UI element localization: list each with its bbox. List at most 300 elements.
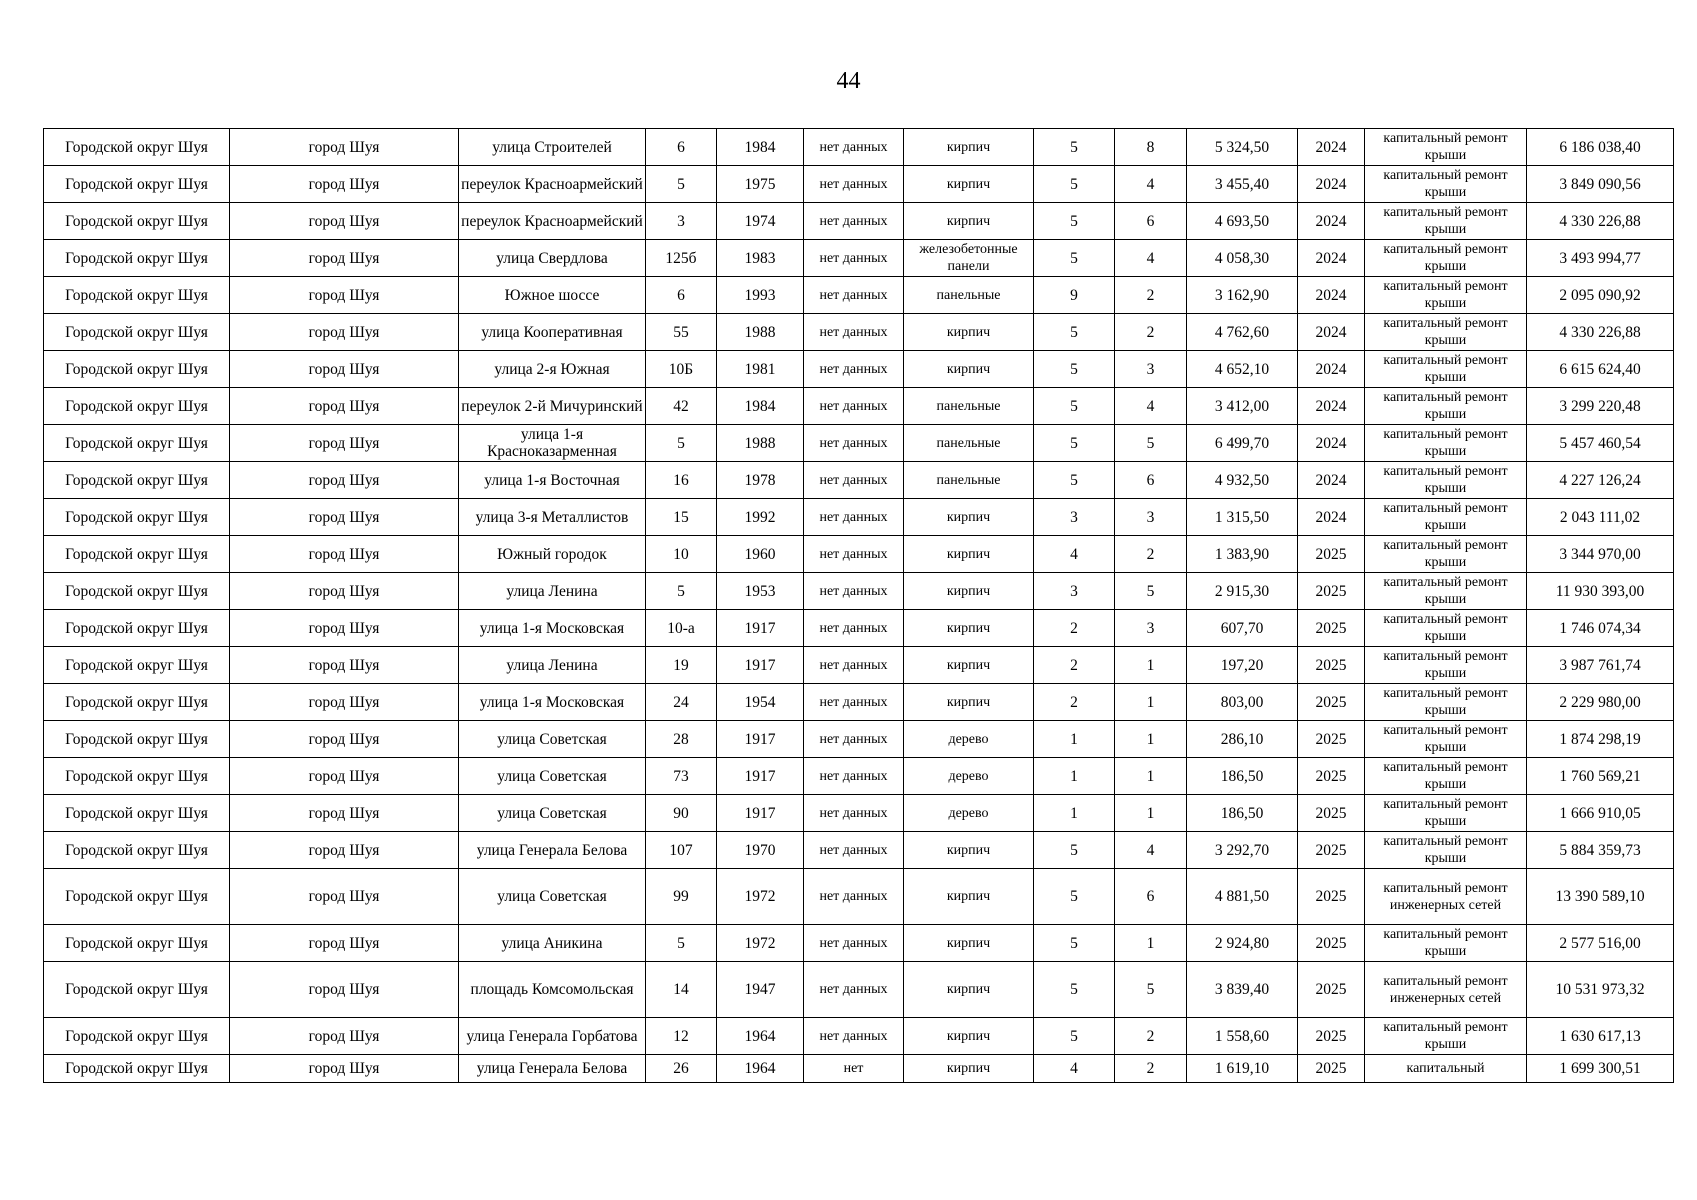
cell-entrances: 6 [1115, 203, 1187, 240]
cell-planned-year: 2025 [1298, 721, 1365, 758]
cell-street: улица 1-я Московская [459, 610, 646, 647]
cell-floors: 5 [1034, 351, 1115, 388]
cell-settlement: город Шуя [230, 240, 459, 277]
cell-street: улица Советская [459, 869, 646, 925]
cell-cost: 2 095 090,92 [1527, 277, 1674, 314]
cell-work-type: капитальный ремонт крыши [1365, 314, 1527, 351]
cell-municipality: Городской округ Шуя [44, 351, 230, 388]
cell-floors: 5 [1034, 166, 1115, 203]
cell-municipality: Городской округ Шуя [44, 721, 230, 758]
cell-settlement: город Шуя [230, 425, 459, 462]
cell-total-area: 4 058,30 [1187, 240, 1298, 277]
cell-settlement: город Шуя [230, 869, 459, 925]
cell-commissioning-year: нет данных [804, 832, 904, 869]
cell-entrances: 1 [1115, 795, 1187, 832]
cell-house-number: 90 [646, 795, 717, 832]
cell-work-type: капитальный ремонт крыши [1365, 925, 1527, 962]
cell-wall-material: кирпич [904, 962, 1034, 1018]
cell-build-year: 1954 [717, 684, 804, 721]
cell-street: переулок 2-й Мичуринский [459, 388, 646, 425]
cell-wall-material: панельные [904, 462, 1034, 499]
cell-build-year: 1974 [717, 203, 804, 240]
cell-settlement: город Шуя [230, 758, 459, 795]
cell-total-area: 2 915,30 [1187, 573, 1298, 610]
cell-cost: 3 987 761,74 [1527, 647, 1674, 684]
cell-house-number: 10-а [646, 610, 717, 647]
cell-commissioning-year: нет данных [804, 462, 904, 499]
cell-commissioning-year: нет данных [804, 314, 904, 351]
cell-total-area: 1 315,50 [1187, 499, 1298, 536]
cell-entrances: 2 [1115, 277, 1187, 314]
cell-work-type: капитальный [1365, 1055, 1527, 1083]
cell-municipality: Городской округ Шуя [44, 277, 230, 314]
cell-commissioning-year: нет данных [804, 166, 904, 203]
table-row [44, 925, 1674, 962]
cell-commissioning-year: нет данных [804, 536, 904, 573]
cell-municipality: Городской округ Шуя [44, 462, 230, 499]
cell-cost: 1 746 074,34 [1527, 610, 1674, 647]
cell-build-year: 1988 [717, 425, 804, 462]
cell-planned-year: 2024 [1298, 240, 1365, 277]
cell-entrances: 4 [1115, 832, 1187, 869]
cell-build-year: 1917 [717, 610, 804, 647]
cell-street: улица Генерала Белова [459, 832, 646, 869]
cell-build-year: 1978 [717, 462, 804, 499]
table-row [44, 351, 1674, 388]
cell-planned-year: 2025 [1298, 536, 1365, 573]
cell-street: площадь Комсомольская [459, 962, 646, 1018]
cell-planned-year: 2024 [1298, 351, 1365, 388]
cell-street: улица Свердлова [459, 240, 646, 277]
cell-total-area: 803,00 [1187, 684, 1298, 721]
cell-street: улица Советская [459, 758, 646, 795]
cell-municipality: Городской округ Шуя [44, 1018, 230, 1055]
cell-cost: 13 390 589,10 [1527, 869, 1674, 925]
cell-commissioning-year: нет данных [804, 869, 904, 925]
cell-street: улица Генерала Горбатова [459, 1018, 646, 1055]
cell-floors: 5 [1034, 1018, 1115, 1055]
table-row [44, 1055, 1674, 1083]
cell-work-type: капитальный ремонт крыши [1365, 795, 1527, 832]
cell-municipality: Городской округ Шуя [44, 240, 230, 277]
cell-work-type: капитальный ремонт инженерных сетей [1365, 869, 1527, 925]
cell-house-number: 5 [646, 573, 717, 610]
cell-total-area: 5 324,50 [1187, 129, 1298, 166]
cell-street: улица Генерала Белова [459, 1055, 646, 1083]
cell-municipality: Городской округ Шуя [44, 758, 230, 795]
cell-settlement: город Шуя [230, 351, 459, 388]
cell-entrances: 4 [1115, 166, 1187, 203]
cell-wall-material: кирпич [904, 925, 1034, 962]
cell-total-area: 1 383,90 [1187, 536, 1298, 573]
cell-work-type: капитальный ремонт крыши [1365, 388, 1527, 425]
cell-work-type: капитальный ремонт крыши [1365, 240, 1527, 277]
cell-total-area: 197,20 [1187, 647, 1298, 684]
cell-total-area: 4 762,60 [1187, 314, 1298, 351]
cell-house-number: 107 [646, 832, 717, 869]
cell-planned-year: 2025 [1298, 869, 1365, 925]
cell-planned-year: 2024 [1298, 166, 1365, 203]
cell-build-year: 1984 [717, 129, 804, 166]
cell-planned-year: 2025 [1298, 795, 1365, 832]
table-row [44, 129, 1674, 166]
cell-commissioning-year: нет данных [804, 240, 904, 277]
cell-street: улица 2-я Южная [459, 351, 646, 388]
cell-commissioning-year: нет данных [804, 388, 904, 425]
cell-floors: 4 [1034, 536, 1115, 573]
cell-work-type: капитальный ремонт крыши [1365, 758, 1527, 795]
cell-total-area: 2 924,80 [1187, 925, 1298, 962]
table-body [44, 129, 1674, 1083]
cell-municipality: Городской округ Шуя [44, 925, 230, 962]
cell-floors: 5 [1034, 832, 1115, 869]
cell-settlement: город Шуя [230, 573, 459, 610]
housing-registry-table [43, 128, 1674, 1083]
cell-entrances: 2 [1115, 1018, 1187, 1055]
cell-house-number: 10 [646, 536, 717, 573]
cell-build-year: 1953 [717, 573, 804, 610]
cell-work-type: капитальный ремонт крыши [1365, 647, 1527, 684]
cell-settlement: город Шуя [230, 1018, 459, 1055]
cell-municipality: Городской округ Шуя [44, 832, 230, 869]
cell-house-number: 42 [646, 388, 717, 425]
table-row [44, 203, 1674, 240]
cell-work-type: капитальный ремонт крыши [1365, 1018, 1527, 1055]
cell-cost: 3 299 220,48 [1527, 388, 1674, 425]
cell-cost: 1 760 569,21 [1527, 758, 1674, 795]
table-row [44, 314, 1674, 351]
cell-settlement: город Шуя [230, 277, 459, 314]
cell-wall-material: кирпич [904, 573, 1034, 610]
cell-house-number: 6 [646, 129, 717, 166]
cell-floors: 9 [1034, 277, 1115, 314]
cell-planned-year: 2025 [1298, 573, 1365, 610]
cell-commissioning-year: нет данных [804, 758, 904, 795]
cell-entrances: 4 [1115, 388, 1187, 425]
cell-street: улица 1-я Красноказарменная [459, 425, 646, 462]
cell-work-type: капитальный ремонт крыши [1365, 203, 1527, 240]
cell-street: улица 1-я Московская [459, 684, 646, 721]
cell-cost: 10 531 973,32 [1527, 962, 1674, 1018]
cell-cost: 2 229 980,00 [1527, 684, 1674, 721]
table-row [44, 277, 1674, 314]
cell-wall-material: кирпич [904, 684, 1034, 721]
cell-cost: 4 330 226,88 [1527, 314, 1674, 351]
cell-commissioning-year: нет данных [804, 277, 904, 314]
cell-build-year: 1917 [717, 721, 804, 758]
cell-wall-material: панельные [904, 425, 1034, 462]
cell-wall-material: кирпич [904, 129, 1034, 166]
cell-floors: 3 [1034, 499, 1115, 536]
cell-total-area: 3 162,90 [1187, 277, 1298, 314]
cell-build-year: 1988 [717, 314, 804, 351]
cell-settlement: город Шуя [230, 166, 459, 203]
cell-house-number: 6 [646, 277, 717, 314]
cell-settlement: город Шуя [230, 684, 459, 721]
cell-entrances: 8 [1115, 129, 1187, 166]
cell-street: улица 3-я Металлистов [459, 499, 646, 536]
cell-cost: 5 457 460,54 [1527, 425, 1674, 462]
cell-house-number: 15 [646, 499, 717, 536]
cell-total-area: 1 558,60 [1187, 1018, 1298, 1055]
cell-cost: 4 330 226,88 [1527, 203, 1674, 240]
cell-floors: 2 [1034, 684, 1115, 721]
cell-floors: 5 [1034, 869, 1115, 925]
cell-entrances: 2 [1115, 1055, 1187, 1083]
cell-build-year: 1981 [717, 351, 804, 388]
table-row [44, 388, 1674, 425]
cell-wall-material: кирпич [904, 647, 1034, 684]
cell-house-number: 28 [646, 721, 717, 758]
cell-entrances: 1 [1115, 647, 1187, 684]
cell-commissioning-year: нет данных [804, 962, 904, 1018]
cell-total-area: 186,50 [1187, 758, 1298, 795]
cell-floors: 5 [1034, 462, 1115, 499]
cell-settlement: город Шуя [230, 129, 459, 166]
cell-cost: 3 849 090,56 [1527, 166, 1674, 203]
cell-floors: 1 [1034, 795, 1115, 832]
cell-floors: 5 [1034, 129, 1115, 166]
cell-work-type: капитальный ремонт крыши [1365, 610, 1527, 647]
cell-total-area: 4 881,50 [1187, 869, 1298, 925]
cell-settlement: город Шуя [230, 962, 459, 1018]
cell-commissioning-year: нет данных [804, 129, 904, 166]
cell-settlement: город Шуя [230, 1055, 459, 1083]
cell-cost: 3 493 994,77 [1527, 240, 1674, 277]
cell-cost: 5 884 359,73 [1527, 832, 1674, 869]
cell-planned-year: 2025 [1298, 684, 1365, 721]
cell-entrances: 1 [1115, 925, 1187, 962]
cell-house-number: 26 [646, 1055, 717, 1083]
cell-commissioning-year: нет данных [804, 721, 904, 758]
cell-house-number: 10Б [646, 351, 717, 388]
cell-build-year: 1983 [717, 240, 804, 277]
cell-commissioning-year: нет [804, 1055, 904, 1083]
cell-floors: 1 [1034, 721, 1115, 758]
cell-settlement: город Шуя [230, 795, 459, 832]
cell-floors: 1 [1034, 758, 1115, 795]
cell-settlement: город Шуя [230, 462, 459, 499]
cell-commissioning-year: нет данных [804, 499, 904, 536]
cell-wall-material: дерево [904, 721, 1034, 758]
cell-cost: 6 615 624,40 [1527, 351, 1674, 388]
cell-work-type: капитальный ремонт инженерных сетей [1365, 962, 1527, 1018]
cell-house-number: 14 [646, 962, 717, 1018]
cell-house-number: 99 [646, 869, 717, 925]
cell-wall-material: кирпич [904, 832, 1034, 869]
cell-entrances: 3 [1115, 351, 1187, 388]
cell-municipality: Городской округ Шуя [44, 962, 230, 1018]
table-row [44, 536, 1674, 573]
cell-wall-material: кирпич [904, 1055, 1034, 1083]
cell-cost: 2 043 111,02 [1527, 499, 1674, 536]
cell-planned-year: 2024 [1298, 129, 1365, 166]
cell-floors: 5 [1034, 425, 1115, 462]
cell-municipality: Городской округ Шуя [44, 647, 230, 684]
cell-total-area: 3 292,70 [1187, 832, 1298, 869]
cell-build-year: 1947 [717, 962, 804, 1018]
cell-build-year: 1917 [717, 647, 804, 684]
cell-municipality: Городской округ Шуя [44, 314, 230, 351]
cell-entrances: 2 [1115, 314, 1187, 351]
cell-build-year: 1975 [717, 166, 804, 203]
cell-settlement: город Шуя [230, 203, 459, 240]
cell-municipality: Городской округ Шуя [44, 499, 230, 536]
cell-build-year: 1972 [717, 925, 804, 962]
cell-settlement: город Шуя [230, 388, 459, 425]
cell-floors: 3 [1034, 573, 1115, 610]
cell-street: улица 1-я Восточная [459, 462, 646, 499]
cell-wall-material: кирпич [904, 610, 1034, 647]
cell-floors: 2 [1034, 610, 1115, 647]
cell-commissioning-year: нет данных [804, 425, 904, 462]
cell-entrances: 3 [1115, 610, 1187, 647]
table-row [44, 869, 1674, 925]
cell-wall-material: железобетонные панели [904, 240, 1034, 277]
cell-wall-material: панельные [904, 388, 1034, 425]
cell-floors: 5 [1034, 962, 1115, 1018]
cell-cost: 4 227 126,24 [1527, 462, 1674, 499]
cell-street: Южное шоссе [459, 277, 646, 314]
cell-street: Южный городок [459, 536, 646, 573]
cell-cost: 6 186 038,40 [1527, 129, 1674, 166]
cell-work-type: капитальный ремонт крыши [1365, 684, 1527, 721]
cell-commissioning-year: нет данных [804, 925, 904, 962]
cell-build-year: 1970 [717, 832, 804, 869]
cell-work-type: капитальный ремонт крыши [1365, 499, 1527, 536]
cell-commissioning-year: нет данных [804, 203, 904, 240]
cell-wall-material: кирпич [904, 536, 1034, 573]
cell-wall-material: панельные [904, 277, 1034, 314]
cell-municipality: Городской округ Шуя [44, 166, 230, 203]
cell-street: переулок Красноармейский [459, 203, 646, 240]
cell-municipality: Городской округ Шуя [44, 684, 230, 721]
cell-wall-material: кирпич [904, 499, 1034, 536]
cell-entrances: 6 [1115, 462, 1187, 499]
table-row [44, 795, 1674, 832]
cell-total-area: 607,70 [1187, 610, 1298, 647]
cell-house-number: 24 [646, 684, 717, 721]
cell-entrances: 3 [1115, 499, 1187, 536]
cell-municipality: Городской округ Шуя [44, 203, 230, 240]
cell-street: переулок Красноармейский [459, 166, 646, 203]
cell-settlement: город Шуя [230, 610, 459, 647]
cell-wall-material: кирпич [904, 203, 1034, 240]
cell-entrances: 1 [1115, 721, 1187, 758]
cell-wall-material: кирпич [904, 869, 1034, 925]
cell-entrances: 5 [1115, 425, 1187, 462]
cell-planned-year: 2025 [1298, 610, 1365, 647]
cell-work-type: капитальный ремонт крыши [1365, 462, 1527, 499]
table-row [44, 240, 1674, 277]
cell-floors: 5 [1034, 203, 1115, 240]
cell-cost: 1 874 298,19 [1527, 721, 1674, 758]
cell-floors: 5 [1034, 388, 1115, 425]
cell-total-area: 1 619,10 [1187, 1055, 1298, 1083]
page-number: 44 [836, 68, 861, 94]
cell-work-type: капитальный ремонт крыши [1365, 129, 1527, 166]
cell-build-year: 1960 [717, 536, 804, 573]
cell-cost: 1 630 617,13 [1527, 1018, 1674, 1055]
cell-house-number: 55 [646, 314, 717, 351]
cell-build-year: 1993 [717, 277, 804, 314]
cell-work-type: капитальный ремонт крыши [1365, 166, 1527, 203]
cell-total-area: 4 652,10 [1187, 351, 1298, 388]
cell-street: улица Аникина [459, 925, 646, 962]
table-row [44, 758, 1674, 795]
cell-work-type: капитальный ремонт крыши [1365, 536, 1527, 573]
table-row [44, 573, 1674, 610]
cell-wall-material: дерево [904, 795, 1034, 832]
cell-street: улица Советская [459, 721, 646, 758]
cell-planned-year: 2025 [1298, 832, 1365, 869]
cell-street: улица Ленина [459, 647, 646, 684]
cell-planned-year: 2025 [1298, 962, 1365, 1018]
cell-build-year: 1984 [717, 388, 804, 425]
cell-floors: 5 [1034, 925, 1115, 962]
cell-municipality: Городской округ Шуя [44, 129, 230, 166]
cell-total-area: 4 693,50 [1187, 203, 1298, 240]
cell-total-area: 286,10 [1187, 721, 1298, 758]
cell-total-area: 186,50 [1187, 795, 1298, 832]
cell-commissioning-year: нет данных [804, 795, 904, 832]
cell-planned-year: 2024 [1298, 388, 1365, 425]
cell-floors: 5 [1034, 240, 1115, 277]
cell-house-number: 5 [646, 925, 717, 962]
table-row [44, 1018, 1674, 1055]
cell-planned-year: 2025 [1298, 758, 1365, 795]
cell-wall-material: кирпич [904, 166, 1034, 203]
cell-wall-material: кирпич [904, 1018, 1034, 1055]
cell-planned-year: 2024 [1298, 203, 1365, 240]
cell-settlement: город Шуя [230, 499, 459, 536]
cell-work-type: капитальный ремонт крыши [1365, 425, 1527, 462]
cell-municipality: Городской округ Шуя [44, 388, 230, 425]
table-row [44, 425, 1674, 462]
cell-settlement: город Шуя [230, 925, 459, 962]
table-row [44, 462, 1674, 499]
table-row [44, 647, 1674, 684]
cell-municipality: Городской округ Шуя [44, 425, 230, 462]
cell-house-number: 12 [646, 1018, 717, 1055]
cell-total-area: 3 455,40 [1187, 166, 1298, 203]
cell-work-type: капитальный ремонт крыши [1365, 832, 1527, 869]
cell-work-type: капитальный ремонт крыши [1365, 351, 1527, 388]
cell-commissioning-year: нет данных [804, 610, 904, 647]
table-row [44, 832, 1674, 869]
table-row [44, 684, 1674, 721]
cell-municipality: Городской округ Шуя [44, 795, 230, 832]
cell-municipality: Городской округ Шуя [44, 536, 230, 573]
cell-commissioning-year: нет данных [804, 573, 904, 610]
cell-wall-material: дерево [904, 758, 1034, 795]
cell-planned-year: 2024 [1298, 425, 1365, 462]
cell-entrances: 6 [1115, 869, 1187, 925]
cell-wall-material: кирпич [904, 351, 1034, 388]
cell-entrances: 2 [1115, 536, 1187, 573]
cell-build-year: 1972 [717, 869, 804, 925]
cell-municipality: Городской округ Шуя [44, 1055, 230, 1083]
cell-build-year: 1917 [717, 758, 804, 795]
cell-street: улица Советская [459, 795, 646, 832]
cell-house-number: 5 [646, 425, 717, 462]
cell-work-type: капитальный ремонт крыши [1365, 573, 1527, 610]
cell-house-number: 5 [646, 166, 717, 203]
cell-street: улица Ленина [459, 573, 646, 610]
table-row [44, 721, 1674, 758]
table-row [44, 499, 1674, 536]
cell-municipality: Городской округ Шуя [44, 573, 230, 610]
